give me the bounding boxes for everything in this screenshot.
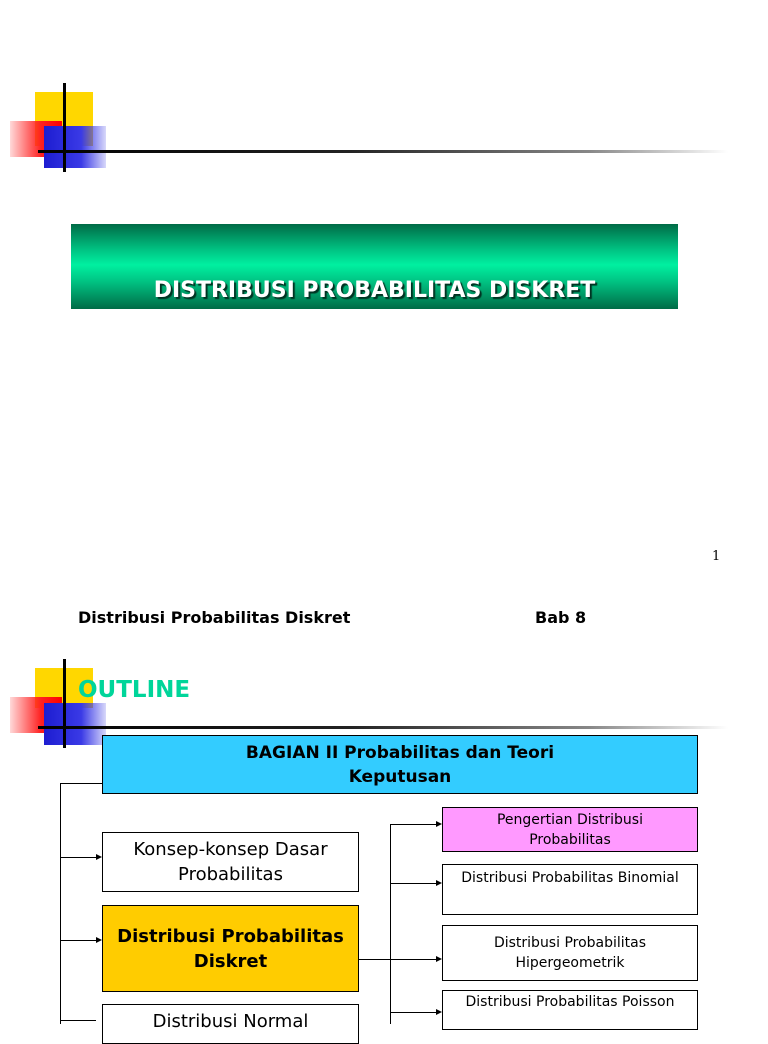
arrow-icon	[436, 880, 442, 886]
connector-line	[390, 824, 391, 1024]
connector-line	[60, 1020, 96, 1021]
arrow-icon	[436, 821, 442, 827]
connector-line	[60, 783, 61, 1024]
arrow-icon	[96, 854, 102, 860]
vertical-rule	[63, 83, 66, 172]
connector-line	[390, 1012, 436, 1013]
blue-square-icon	[44, 703, 106, 745]
main-box: BAGIAN II Probabilitas dan Teori Keputusan	[102, 735, 698, 794]
connector-line	[60, 857, 96, 858]
left-box-diskret: Distribusi Probabilitas Diskret	[102, 905, 359, 992]
header-title: Distribusi Probabilitas Diskret	[78, 608, 351, 627]
vertical-rule	[63, 659, 66, 748]
title-banner	[71, 224, 678, 309]
connector-line	[390, 883, 436, 884]
header-chapter: Bab 8	[535, 608, 587, 627]
connector-line	[60, 783, 102, 784]
right-box-poisson: Distribusi Probabilitas Poisson	[442, 990, 698, 1030]
horizontal-rule	[38, 726, 728, 729]
connector-line	[359, 959, 436, 960]
right-box-hipergeometrik: Distribusi Probabilitas Hipergeometrik	[442, 925, 698, 981]
arrow-icon	[436, 1009, 442, 1015]
arrow-icon	[96, 937, 102, 943]
arrow-icon	[436, 956, 442, 962]
left-box-konsep: Konsep-konsep Dasar Probabilitas	[102, 832, 359, 892]
blue-square-icon	[44, 126, 106, 168]
left-box-normal: Distribusi Normal	[102, 1004, 359, 1044]
connector-line	[390, 824, 436, 825]
right-box-pengertian: Pengertian Distribusi Probabilitas	[442, 807, 698, 852]
connector-line	[60, 940, 96, 941]
right-box-binomial: Distribusi Probabilitas Binomial	[442, 864, 698, 915]
slide-title: DISTRIBUSI PROBABILITAS DISKRET	[153, 278, 596, 303]
outline-heading: OUTLINE	[78, 677, 191, 703]
page-number: 1	[712, 549, 721, 564]
horizontal-rule	[38, 150, 728, 153]
